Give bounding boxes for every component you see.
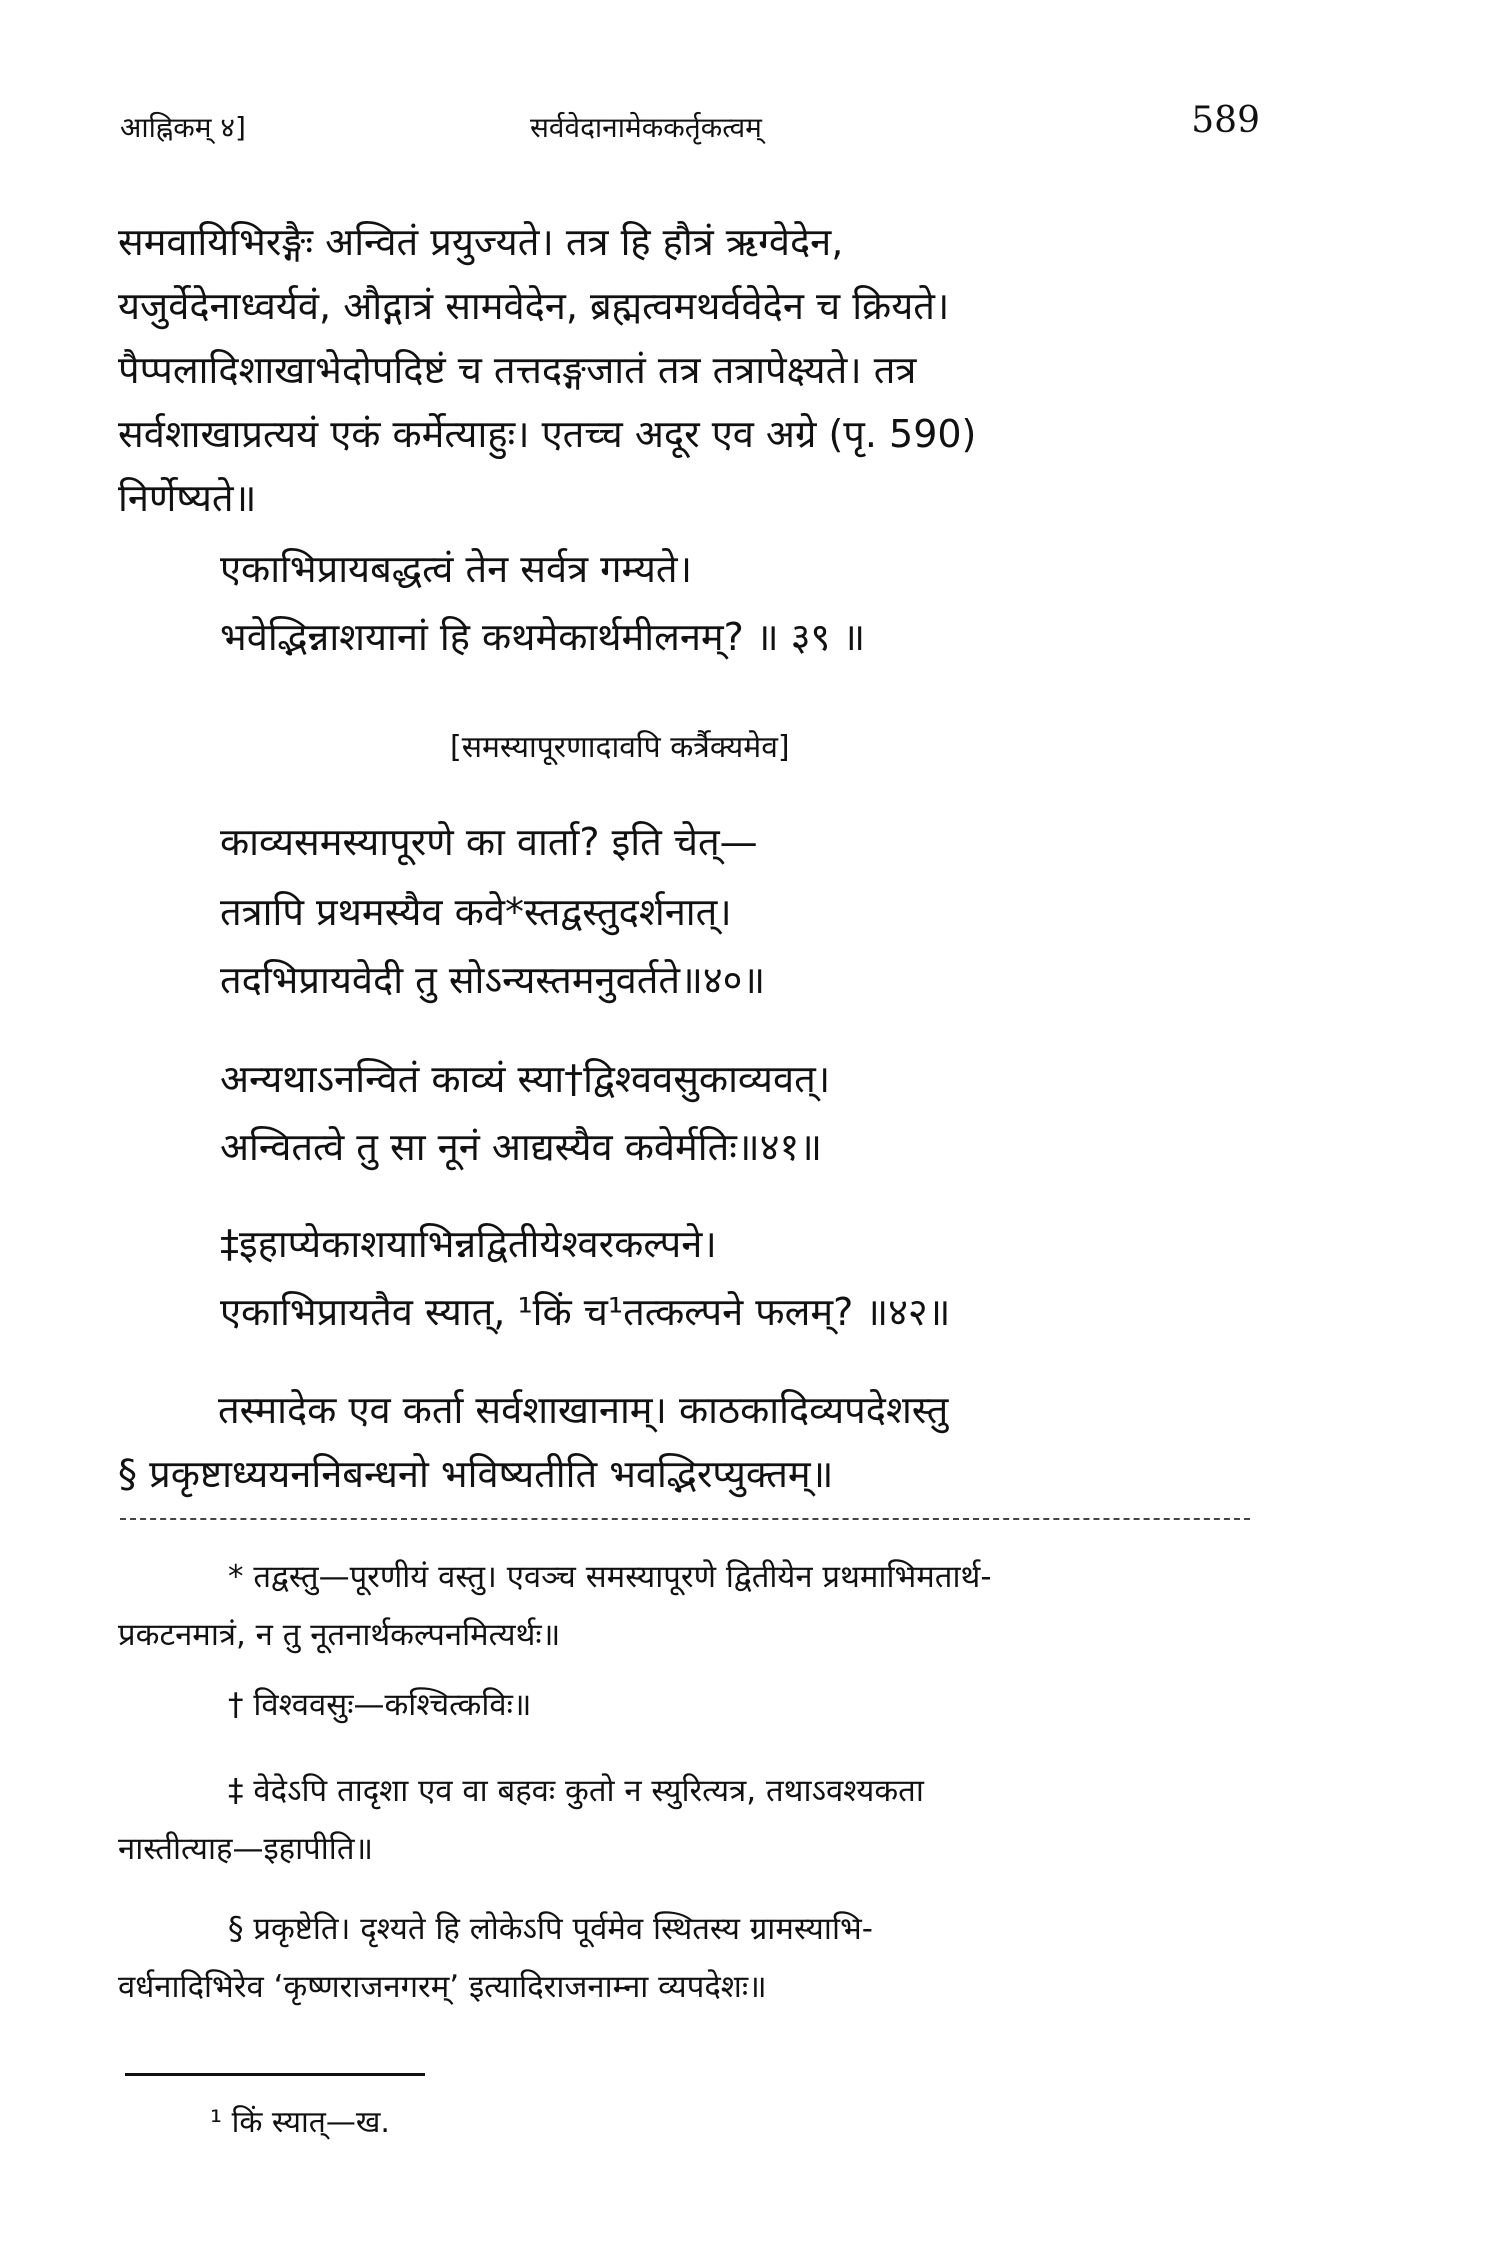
text-line: तस्मादेक एव कर्ता सर्वशाखानाम्। काठकादिव्यपदेशस्तु <box>218 1388 949 1432</box>
footnote-line: ‡ वेदेऽपि तादृशा एव वा बहवः कुतो न स्युरित्यत्र, तथाऽवश्यकता <box>228 1773 924 1809</box>
footnote-3 <box>118 1762 1278 1878</box>
footnote-line: प्रकटनमात्रं, न तु नूतनार्थकल्पनमित्यर्थः॥ <box>118 1617 561 1653</box>
text-line: काव्यसमस्यापूरणे का वार्ता? इति चेत्— <box>220 820 758 864</box>
text-line: समवायिभिरङ्गैः अन्वितं प्रयुज्यते। तत्र हि हौत्रं ऋग्वेदेन, <box>118 220 844 264</box>
text-line: पैप्पलादिशाखाभेदोपदिष्टं च तत्तदङ्गजातं तत्र तत्रापेक्ष्यते। तत्र <box>118 348 917 392</box>
text-line: यजुर्वेदेनाध्वर्यवं, औद्गात्रं सामवेदेन, ब्रह्मत्वमथर्ववेदेन च क्रियते। <box>118 284 950 328</box>
verse-line: तदभिप्रायवेदी तु सोऽन्यस्तमनुवर्तते॥४०॥ <box>220 958 766 1002</box>
footnote-line: † विश्ववसुः—कश्चित्कविः॥ <box>228 1687 532 1723</box>
footnote-line: * तद्वस्तु—पूरणीयं वस्तु। एवञ्च समस्यापूरणे द्वितीयेन प्रथमाभिमतार्थ- <box>228 1559 992 1595</box>
footnote-separator <box>120 1518 1250 1520</box>
paragraph-3 <box>118 1378 1273 1506</box>
verse-line: अन्यथाऽनन्वितं काव्यं स्या†द्विश्ववसुकाव्यवत्। <box>220 1057 831 1101</box>
verse-line: एकाभिप्रायबद्धत्वं तेन सर्वत्र गम्यते। <box>220 547 692 591</box>
variant-separator <box>125 2073 425 2076</box>
text-line: निर्णेष्यते॥ <box>118 476 257 520</box>
text-line: सर्वशाखाप्रत्ययं एकं कर्मेत्याहुः। एतच्च अदूर एव अग्रे (पृ. 590) <box>118 412 977 456</box>
footnote-line: नास्तीत्याह—इहापीति॥ <box>118 1831 374 1867</box>
verse-line: अन्वितत्वे तु सा नूनं आद्यस्यैव कवेर्मतिः॥४१॥ <box>220 1125 822 1169</box>
running-title: सर्ववेदानामेककर्तृकत्वम् <box>530 111 762 144</box>
verse-41 <box>220 1045 1270 1181</box>
verse-line: भवेद्भिन्नाशयानां हि कथमेकार्थमीलनम्? ॥ ३९ ॥ <box>220 615 866 659</box>
page-number: 589 <box>1191 100 1260 141</box>
verse-42 <box>220 1210 1270 1346</box>
chapter-label: आह्निकम् ४] <box>120 111 246 144</box>
footnote-line: § प्रकृष्टेति। दृश्यते हि लोकेऽपि पूर्वमेव स्थितस्य ग्रामस्याभि- <box>228 1911 873 1947</box>
text-line: § प्रकृष्टाध्ययननिबन्धनो भविष्यतीति भवद्भिरप्युक्तम्॥ <box>118 1452 834 1496</box>
paragraph-1 <box>118 210 1273 530</box>
verse-line: तत्रापि प्रथमस्यैव कवे*स्तद्वस्तुदर्शनात्। <box>220 890 732 934</box>
variant-reading: ¹ किं स्यात्—ख. <box>210 2105 390 2140</box>
footnote-2 <box>118 1676 1278 1734</box>
prose-question <box>220 808 1270 876</box>
footnote-4 <box>118 1900 1278 2016</box>
footnote-line: वर्धनादिभिरेव ‘कृष्णराजनगरम्’ इत्यादिराजनाम्ना व्यपदेशः॥ <box>118 1969 767 2005</box>
verse-line: ‡इहाप्येकाशयाभिन्नद्वितीयेश्वरकल्पने। <box>220 1222 717 1266</box>
footnote-1 <box>118 1548 1278 1664</box>
verse-39 <box>220 535 1270 671</box>
verse-40 <box>220 878 1270 1014</box>
running-header <box>120 100 1260 158</box>
verse-line: एकाभिप्रायतैव स्यात्, ¹किं च¹तत्कल्पने फलम्? ॥४२॥ <box>220 1290 951 1334</box>
section-heading: [समस्यापूरणादावपि कर्त्रैक्यमेव] <box>450 730 790 765</box>
